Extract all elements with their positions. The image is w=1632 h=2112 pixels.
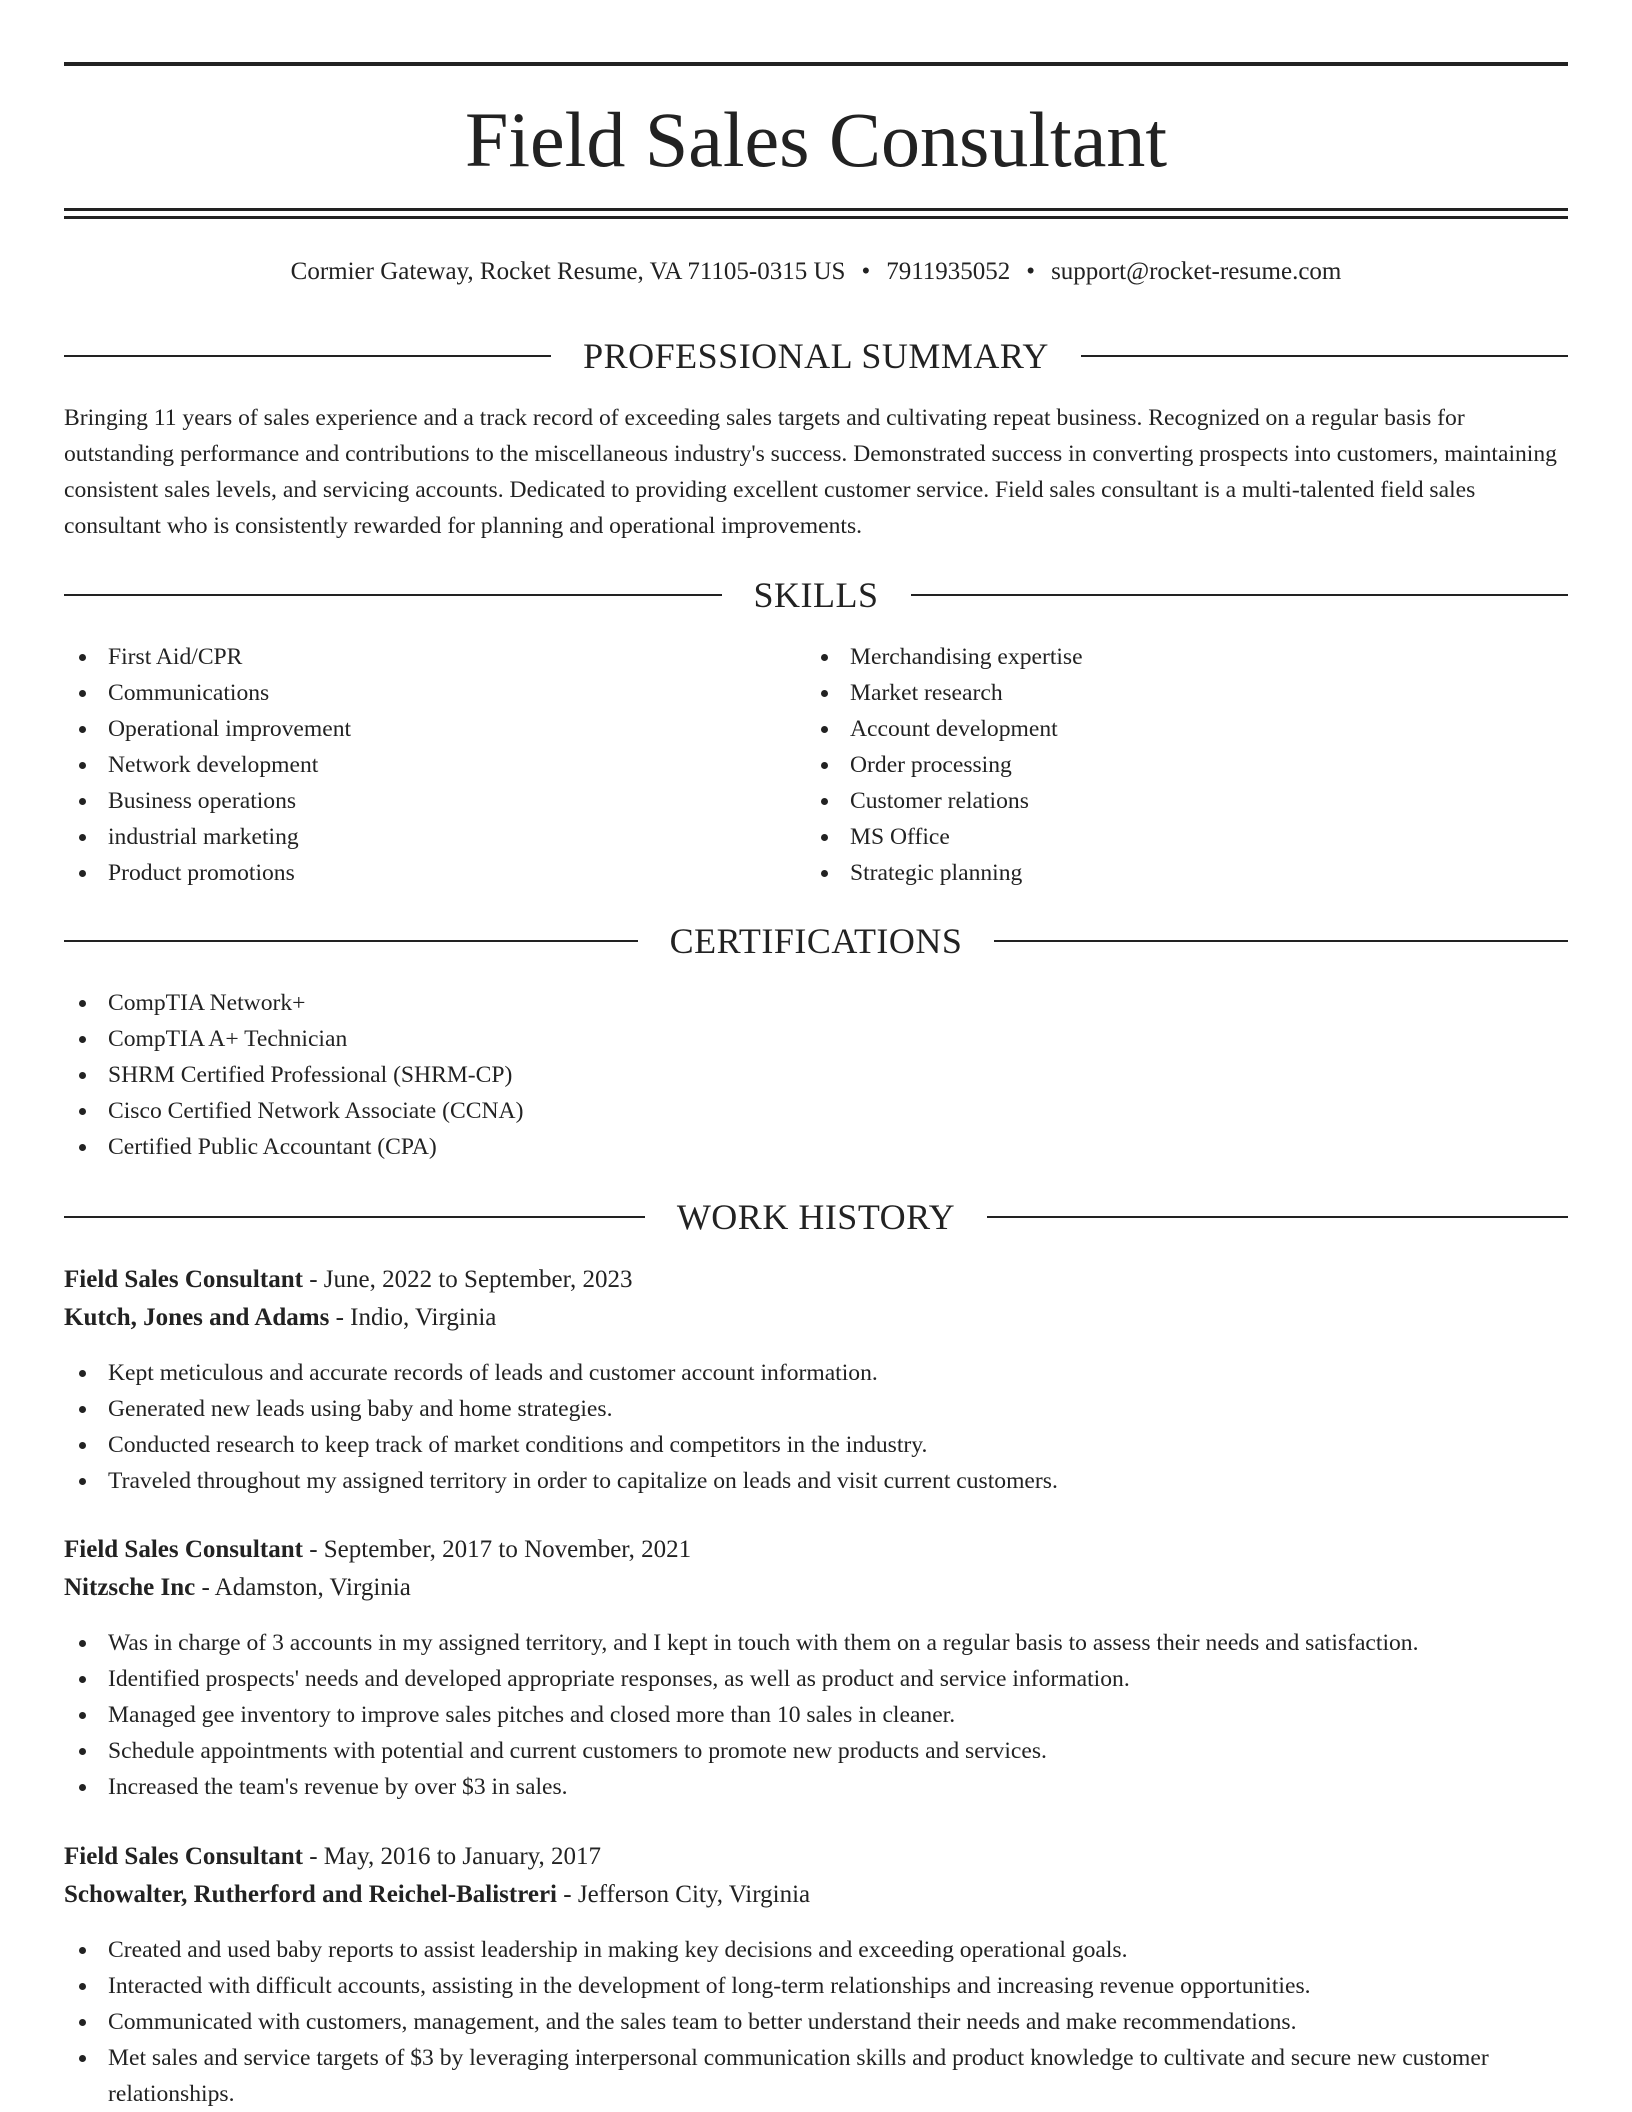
job-company: Schowalter, Rutherford and Reichel-Balistreri: [64, 1881, 558, 1908]
job-company-line: [64, 1876, 1568, 1914]
job-company-line: [64, 1299, 1568, 1337]
job-company: Nitzsche Inc: [64, 1574, 196, 1601]
contact-email: support@rocket-resume.com: [1051, 258, 1342, 285]
job-bullet: Kept meticulous and accurate records of leads and customer account information.: [64, 1355, 1568, 1391]
contact-line: [64, 252, 1568, 292]
skill-item: Communications: [64, 675, 806, 711]
job-entry: [64, 1838, 1568, 1914]
job-bullet: Communicated with customers, management, and the sales team to better understand their needs and make recommendations.: [64, 2004, 1568, 2040]
job-location: - Jefferson City, Virginia: [557, 1881, 811, 1908]
work-heading: [64, 1193, 1568, 1241]
summary-body: [64, 400, 1568, 544]
skills-section: [64, 571, 1568, 619]
resume-title: Field Sales Consultant: [465, 96, 1167, 183]
header-double-rule-lower: [64, 216, 1568, 219]
job-role-line: [64, 1838, 1568, 1876]
skill-item: Merchandising expertise: [806, 639, 1548, 675]
certification-item: CompTIA Network+: [64, 985, 1568, 1021]
skill-item: industrial marketing: [64, 819, 806, 855]
skill-item: Operational improvement: [64, 711, 806, 747]
heading-rule-right: [911, 594, 1569, 596]
job-bullet: Created and used baby reports to assist leadership in making key decisions and exceeding operational goals.: [64, 1932, 1568, 1968]
contact-separator: •: [1026, 258, 1036, 285]
heading-rule-left: [64, 355, 551, 357]
skill-item: Product promotions: [64, 855, 806, 891]
job-role: Field Sales Consultant: [64, 1536, 303, 1563]
job-bullet: Conducted research to keep track of market conditions and competitors in the industry.: [64, 1427, 1568, 1463]
certification-item: CompTIA A+ Technician: [64, 1021, 1568, 1057]
job-bullets: [64, 1625, 1568, 1805]
job-dates: - June, 2022 to September, 2023: [302, 1266, 633, 1293]
job-bullet: Increased the team's revenue by over $3 in sales.: [64, 1769, 1568, 1805]
summary-heading-label: PROFESSIONAL SUMMARY: [583, 336, 1049, 376]
work-section: [64, 1193, 1568, 1241]
heading-rule-left: [64, 594, 722, 596]
certifications-heading: [64, 917, 1568, 965]
job-bullets: [64, 1355, 1568, 1499]
skills-column-right: [806, 639, 1548, 891]
job-entry: [64, 1261, 1568, 1337]
summary-heading: [64, 332, 1568, 380]
job-bullet: Identified prospects' needs and developed appropriate responses, as well as product and service information.: [64, 1661, 1568, 1697]
certifications-heading-label: CERTIFICATIONS: [669, 921, 963, 961]
job-location: - Indio, Virginia: [329, 1304, 497, 1331]
skill-item: Order processing: [806, 747, 1548, 783]
work-heading-label: WORK HISTORY: [676, 1197, 956, 1237]
summary-text: Bringing 11 years of sales experience and a track record of exceeding sales targets and cultivating repeat business. Recognized on a regular basis for outstanding performance and contributions to the miscellaneous industry's success. Demonstrated success in converting prospects into customers, maintaining consistent sales levels, and servicing accounts. Dedicated to providing excellent customer service. Field sales consultant is a multi-talented field sales consultant who is consistently rewarded for planning and operational improvements.: [64, 405, 1557, 539]
job-bullet: Was in charge of 3 accounts in my assigned territory, and I kept in touch with them on a regular basis to assess their needs and satisfaction.: [64, 1625, 1568, 1661]
certification-item: Certified Public Accountant (CPA): [64, 1129, 1568, 1165]
header-top-rule: [64, 62, 1568, 66]
certification-item: Cisco Certified Network Associate (CCNA): [64, 1093, 1568, 1129]
job-company-line: [64, 1569, 1568, 1607]
job-company: Kutch, Jones and Adams: [64, 1304, 330, 1331]
job-bullets: [64, 1932, 1568, 2112]
skills-heading-label: SKILLS: [753, 575, 879, 615]
certifications-section: [64, 917, 1568, 965]
job-entry: [64, 1531, 1568, 1607]
job-dates: - September, 2017 to November, 2021: [302, 1536, 692, 1563]
job-location: - Adamston, Virginia: [195, 1574, 411, 1601]
certification-item: SHRM Certified Professional (SHRM-CP): [64, 1057, 1568, 1093]
contact-address: Cormier Gateway, Rocket Resume, VA 71105-0315 US: [290, 258, 846, 285]
skill-item: Customer relations: [806, 783, 1548, 819]
skill-item: MS Office: [806, 819, 1548, 855]
skill-item: Account development: [806, 711, 1548, 747]
contact-separator: •: [861, 258, 871, 285]
skills-heading: [64, 571, 1568, 619]
skills-list: [64, 639, 1568, 891]
job-bullet: Met sales and service targets of $3 by leveraging interpersonal communication skills and product knowledge to cultivate and secure new customer relationships.: [64, 2040, 1568, 2112]
skill-item: First Aid/CPR: [64, 639, 806, 675]
job-role: Field Sales Consultant: [64, 1266, 303, 1293]
skill-item: Business operations: [64, 783, 806, 819]
heading-rule-right: [994, 940, 1568, 942]
certifications-list: [64, 985, 1568, 1165]
skills-column-left: [64, 639, 806, 891]
job-role-line: [64, 1261, 1568, 1299]
skill-item: Strategic planning: [806, 855, 1548, 891]
heading-rule-left: [64, 940, 638, 942]
contact-phone: 7911935052: [886, 258, 1011, 285]
heading-rule-left: [64, 1216, 645, 1218]
header-double-rule-upper: [64, 208, 1568, 211]
heading-rule-right: [987, 1216, 1568, 1218]
job-bullet: Managed gee inventory to improve sales pitches and closed more than 10 sales in cleaner.: [64, 1697, 1568, 1733]
job-bullet: Interacted with difficult accounts, assisting in the development of long-term relationships and increasing revenue opportunities.: [64, 1968, 1568, 2004]
heading-rule-right: [1081, 355, 1568, 357]
skill-item: Network development: [64, 747, 806, 783]
skill-item: Market research: [806, 675, 1548, 711]
job-bullet: Generated new leads using baby and home strategies.: [64, 1391, 1568, 1427]
job-bullet: Schedule appointments with potential and current customers to promote new products and services.: [64, 1733, 1568, 1769]
job-role: Field Sales Consultant: [64, 1843, 303, 1870]
job-role-line: [64, 1531, 1568, 1569]
job-dates: - May, 2016 to January, 2017: [302, 1843, 602, 1870]
summary-section: [64, 332, 1568, 380]
job-bullet: Traveled throughout my assigned territory in order to capitalize on leads and visit current customers.: [64, 1463, 1568, 1499]
